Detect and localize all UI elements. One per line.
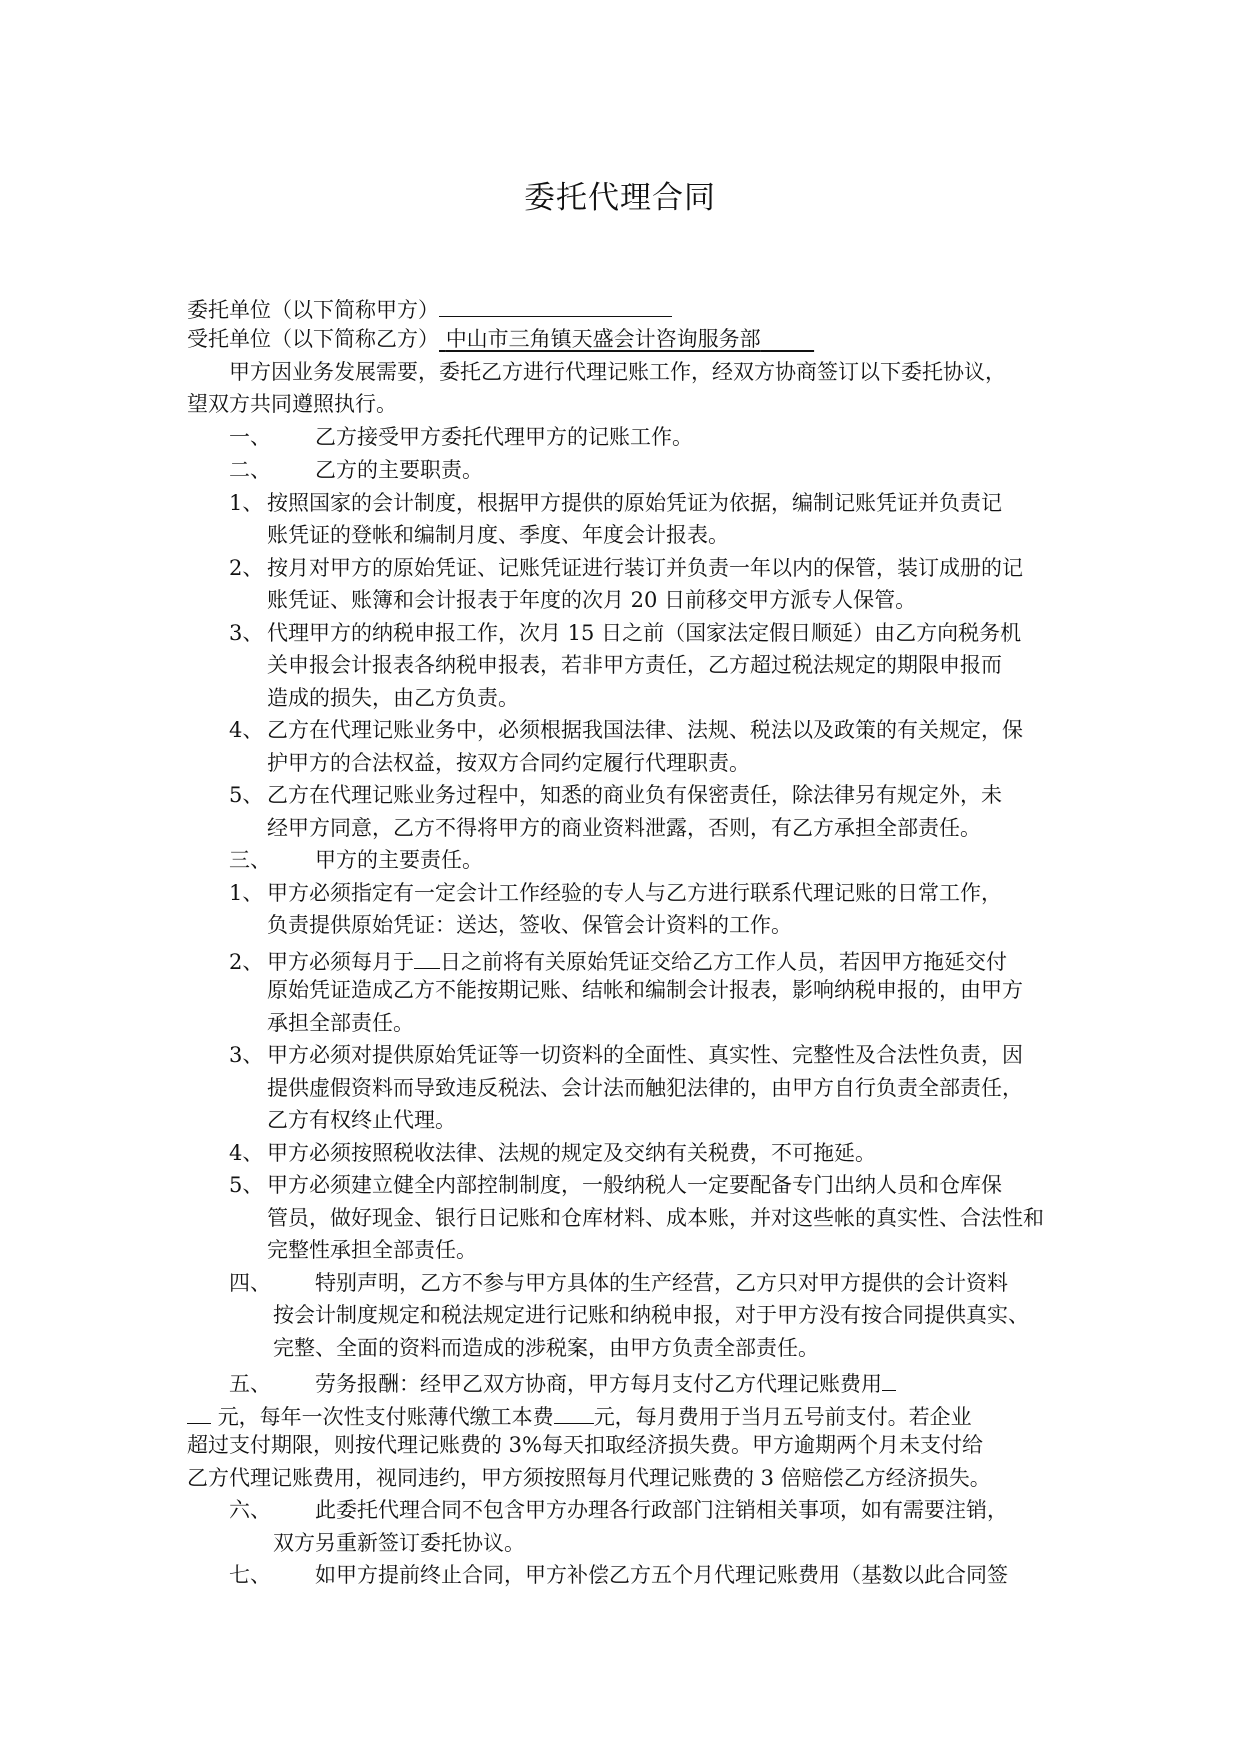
monthly-fee-blank [882,1370,896,1391]
list-item-continuation: 护甲方的合法权益，按双方合同约定履行代理职责。 [267,751,750,775]
list-item-continuation: 完整性承担全部责任。 [267,1238,477,1262]
list-item: 3、 代理甲方的纳税申报工作，次月 15 日之前（国家法定假日顺延）由乙方向税务机 [229,621,1022,645]
list-item-continuation: 承担全部责任。 [267,1011,414,1035]
section-6-number: 六、 [229,1498,271,1522]
section-6: 六、 此委托代理合同不包含甲方办理各行政部门注销相关事项，如有需要注销， [229,1498,1008,1522]
section-2-text: 乙方的主要职责。 [315,458,483,482]
list-item: 5、 甲方必须建立健全内部控制制度，一般纳税人一定要配备专门出纳人员和仓库保 [229,1173,1002,1197]
section-3 [229,850,483,871]
party-b-name-field [439,327,814,351]
section-5: 五、 劳务报酬：经甲乙双方协商，甲方每月支付乙方代理记账费用 [229,1370,896,1395]
list-item: 4、 乙方在代理记账业务中，必须根据我国法律、法规、税法以及政策的有关规定，保 [229,718,1023,742]
party-a-line [187,296,672,321]
intro-line-1: 甲方因业务发展需要，委托乙方进行代理记账工作，经双方协商签订以下委托协议， [229,360,1006,384]
section-7: 七、 如甲方提前终止合同，甲方补偿乙方五个月代理记账费用（基数以此合同签 [229,1563,1008,1587]
intro-line-2: 望双方共同遵照执行。 [187,392,397,416]
list-item-continuation: 管员，做好现金、银行日记账和仓库材料、成本账，并对这些帐的真实性、合法性和 [267,1206,1044,1230]
monthly-fee-blank-cont [187,1403,211,1424]
section-3-number: 三、 [229,848,271,872]
section-4-continuation: 按会计制度规定和税法规定进行记账和纳税申报，对于甲方没有按合同提供真实、 [273,1303,1029,1327]
list-item-continuation: 乙方有权终止代理。 [267,1108,456,1132]
party-b-line [187,329,814,350]
section-1-text: 乙方接受甲方委托代理甲方的记账工作。 [315,425,693,449]
day-blank [414,948,440,969]
annual-fee-blank [554,1403,594,1424]
section-1 [229,427,693,448]
section-7-number: 七、 [229,1563,271,1587]
section-5-continuation: 元，每年一次性支付账薄代缴工本费 元，每月费用于当月五号前支付。若企业 [187,1403,972,1428]
section-5-continuation: 超过支付期限，则按代理记账费的 3%每天扣取经济损失费。甲方逾期两个月未支付给 [187,1433,983,1457]
section-3-text: 甲方的主要责任。 [315,848,483,872]
list-item: 3、 甲方必须对提供原始凭证等一切资料的全面性、真实性、完整性及合法性负责，因 [229,1043,1023,1067]
party-b-label: 受托单位（以下简称乙方） [187,327,439,351]
section-6-continuation: 双方另重新签订委托协议。 [273,1531,525,1555]
list-item-continuation: 原始凭证造成乙方不能按期记账、结帐和编制会计报表，影响纳税申报的，由甲方 [267,978,1023,1002]
section-1-number: 一、 [229,425,271,449]
list-item-continuation: 负责提供原始凭证：送达，签收、保管会计资料的工作。 [267,913,792,937]
list-item: 1、 按照国家的会计制度，根据甲方提供的原始凭证为依据，编制记账凭证并负责记 [229,491,1002,515]
list-item-continuation: 账凭证、账簿和会计报表于年度的次月 20 日前移交甲方派专人保管。 [267,588,917,612]
section-5-number: 五、 [229,1372,271,1396]
party-a-blank [439,296,672,317]
party-b-name: 中山市三角镇天盛会计咨询服务部 [445,327,761,351]
party-a-label: 委托单位（以下简称甲方） [187,298,439,322]
section-4: 四、 特别声明，乙方不参与甲方具体的生产经营，乙方只对甲方提供的会计资料 [229,1271,1008,1295]
list-item: 2、 按月对甲方的原始凭证、记账凭证进行装订并负责一年以内的保管，装订成册的记 [229,556,1023,580]
section-4-continuation: 完整、全面的资料而造成的涉税案，由甲方负责全部责任。 [273,1336,819,1360]
list-item: 2、 甲方必须每月于 日之前将有关原始凭证交给乙方工作人员，若因甲方拖延交付 [229,950,1007,974]
section-2-number: 二、 [229,458,271,482]
list-item-continuation: 关申报会计报表各纳税申报表，若非甲方责任，乙方超过税法规定的期限申报而 [267,653,1002,677]
page-title: 委托代理合同 [524,180,716,216]
list-item-continuation: 账凭证的登帐和编制月度、季度、年度会计报表。 [267,523,729,547]
list-item: 5、 乙方在代理记账业务过程中，知悉的商业负有保密责任，除法律另有规定外，未 [229,783,1002,807]
section-2 [229,460,483,481]
section-5-continuation: 乙方代理记账费用，视同违约，甲方须按照每月代理记账费的 3 倍赔偿乙方经济损失。 [187,1466,991,1490]
list-item-continuation: 造成的损失，由乙方负责。 [267,686,519,710]
list-item-continuation: 经甲方同意，乙方不得将甲方的商业资料泄露，否则，有乙方承担全部责任。 [267,816,981,840]
section-4-number: 四、 [229,1271,271,1295]
list-item: 1、 甲方必须指定有一定会计工作经验的专人与乙方进行联系代理记账的日常工作， [229,881,1002,905]
list-item-continuation: 提供虚假资料而导致违反税法、会计法而触犯法律的，由甲方自行负责全部责任， [267,1076,1023,1100]
list-item: 4、 甲方必须按照税收法律、法规的规定及交纳有关税费，不可拖延。 [229,1141,876,1165]
